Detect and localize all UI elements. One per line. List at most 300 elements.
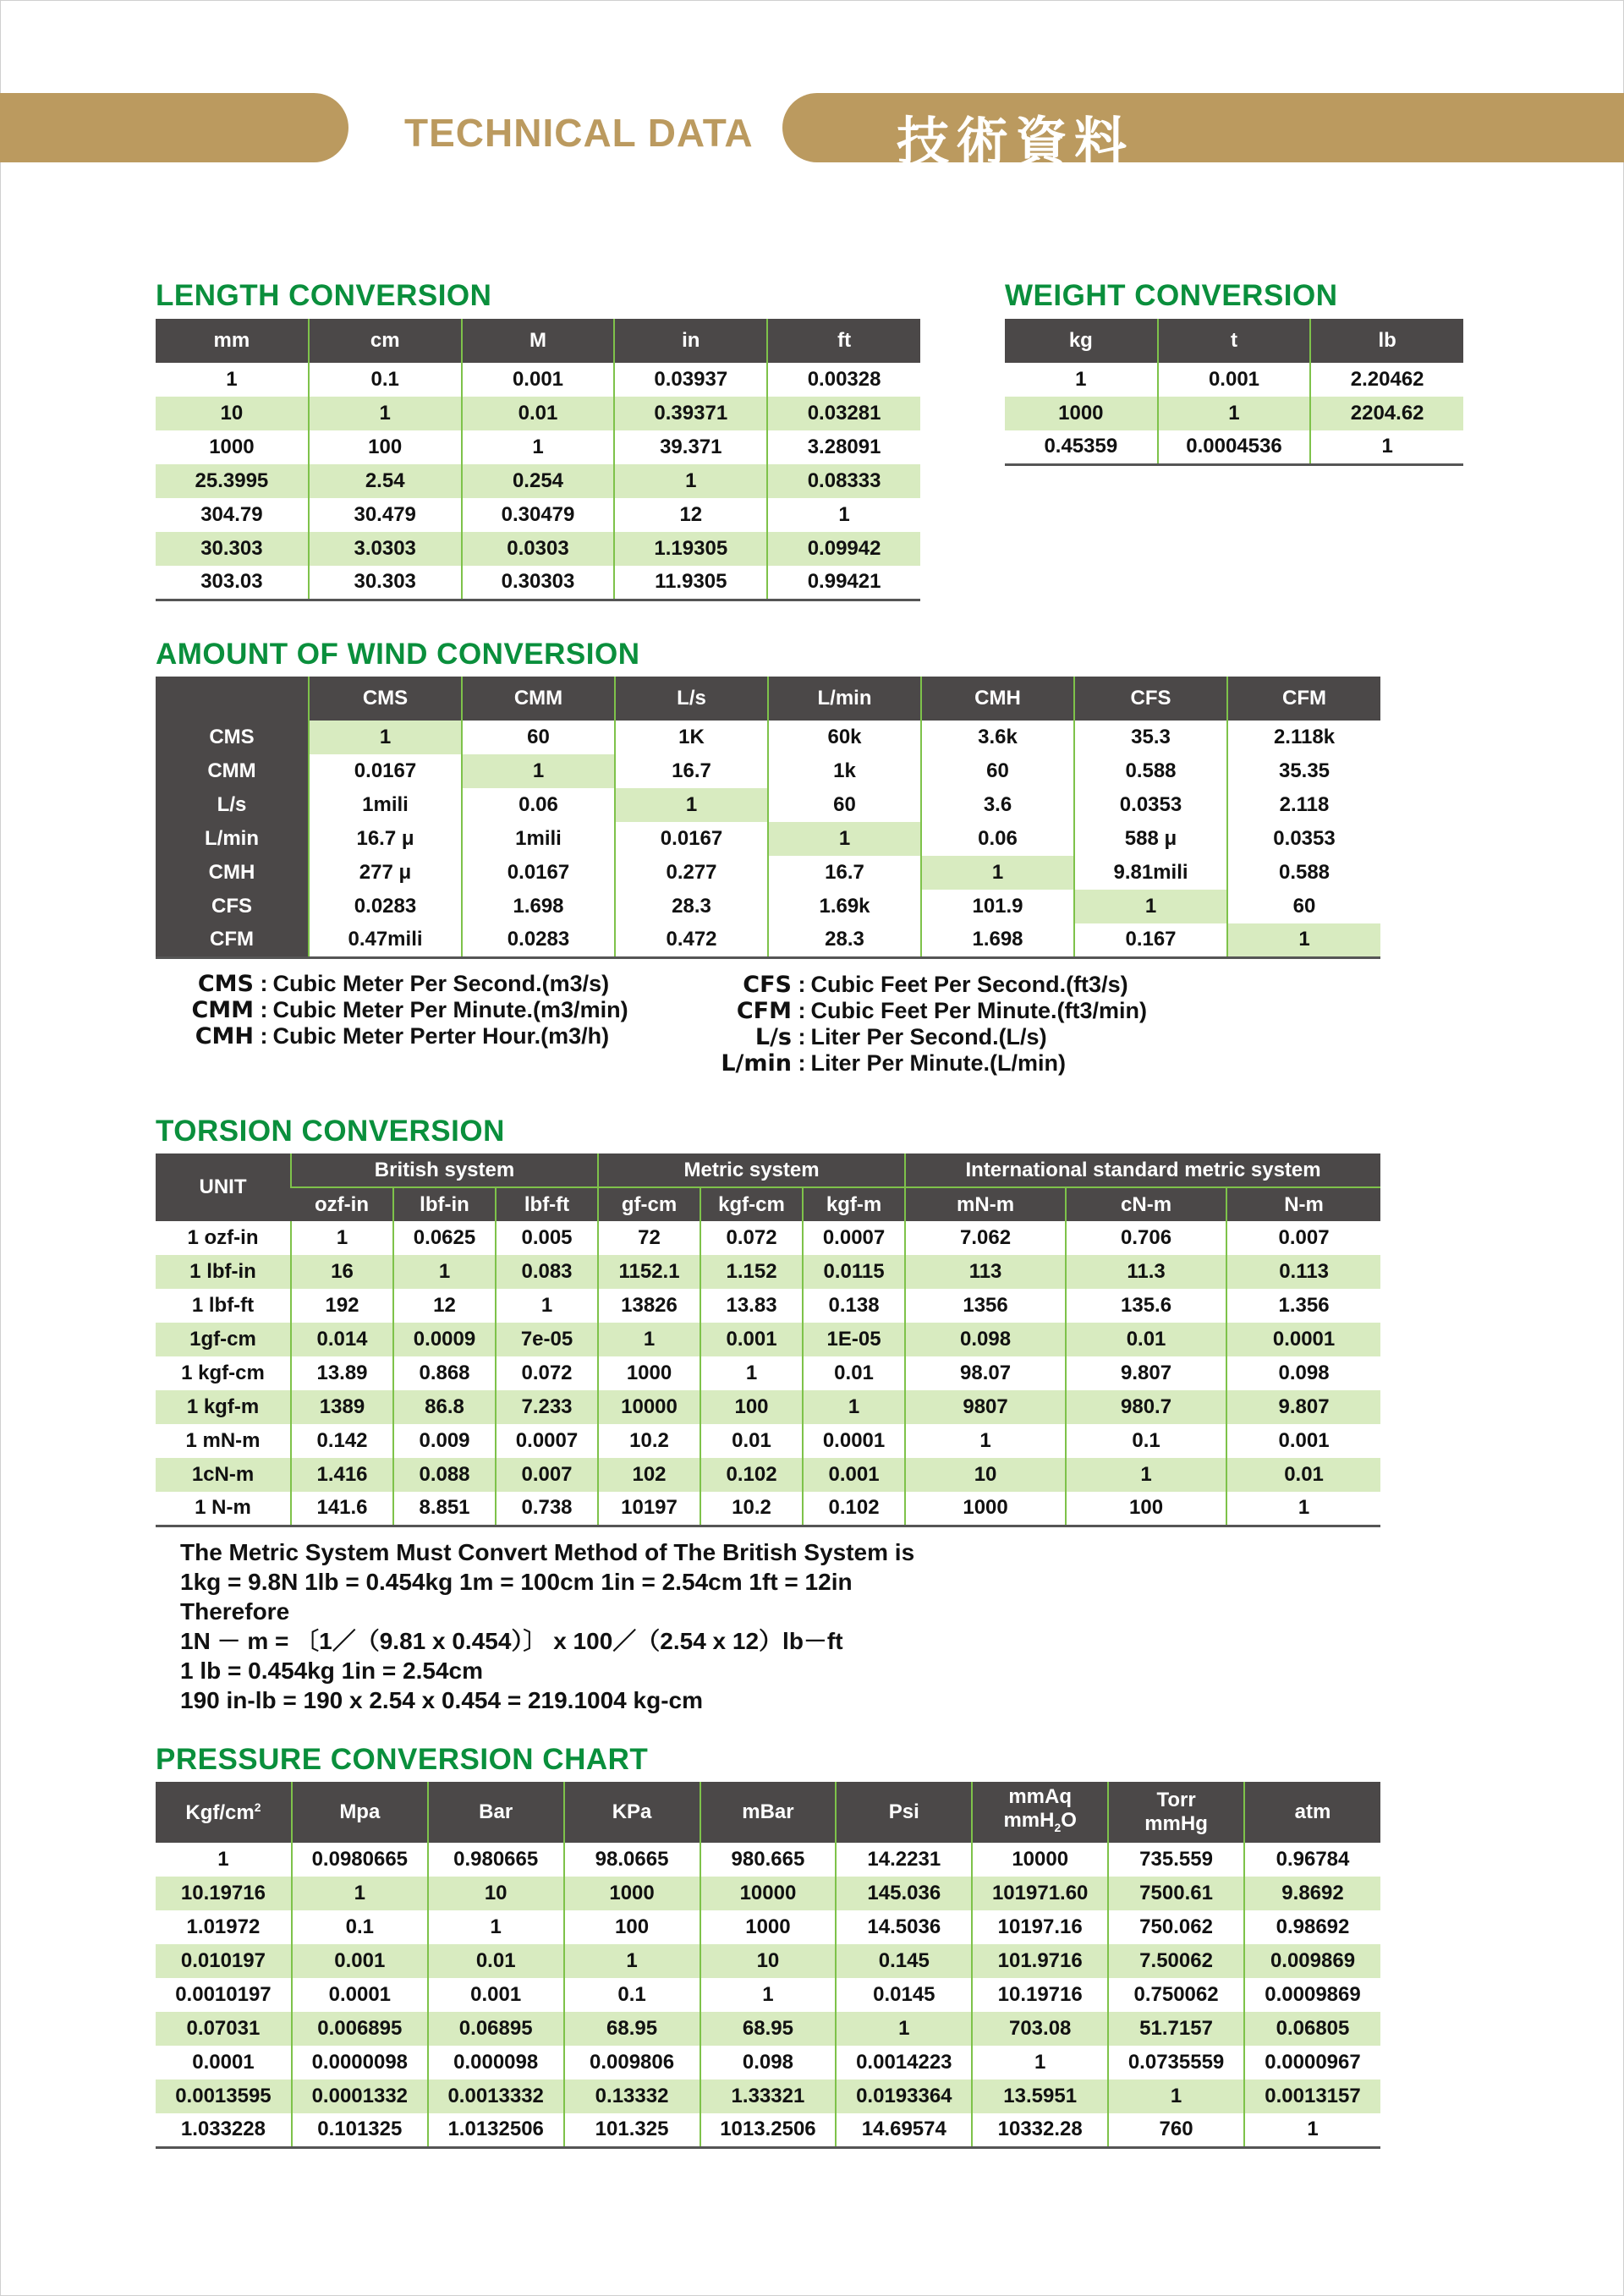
pressure-col-header bbox=[700, 1782, 837, 1843]
table-cell: 1K bbox=[615, 721, 768, 754]
header-label-line2: mmHg bbox=[1144, 1812, 1208, 1835]
table-cell: 0.005 bbox=[496, 1221, 598, 1255]
table-cell: 0.13332 bbox=[564, 2080, 700, 2113]
table-cell: 39.371 bbox=[614, 430, 767, 464]
pressure-table bbox=[156, 1782, 1380, 2149]
table-cell: 0.1 bbox=[564, 1978, 700, 2012]
table-cell: 0.30479 bbox=[462, 498, 615, 532]
table-cell: 1 mN-m bbox=[185, 1429, 261, 1452]
torsion-title: TORSION CONVERSION bbox=[156, 1115, 505, 1148]
table-cell: 68.95 bbox=[700, 2012, 837, 2046]
table-cell: 86.8 bbox=[393, 1390, 496, 1424]
table-cell: 1 bbox=[291, 1221, 393, 1255]
table-cell: 30.479 bbox=[309, 498, 462, 532]
legend-colon: : bbox=[254, 1023, 268, 1049]
table-cell: 7.50062 bbox=[1108, 1944, 1244, 1978]
header-label: Mpa bbox=[339, 1800, 381, 1823]
table-cell: 1389 bbox=[291, 1390, 393, 1424]
legend-text: Liter Per Minute.(L/min) bbox=[810, 1050, 1067, 1076]
table-cell: 0.009 bbox=[393, 1424, 496, 1458]
table-cell: 1k bbox=[768, 754, 921, 788]
table-cell: 0.738 bbox=[496, 1492, 598, 1526]
table-row bbox=[156, 2046, 1380, 2080]
table-cell: 10.2 bbox=[700, 1492, 803, 1526]
row-header-cell: L/min bbox=[156, 822, 309, 856]
table-cell: 0.30303 bbox=[462, 566, 615, 600]
table-cell: 0.001 bbox=[1158, 363, 1311, 397]
table-cell: 9807 bbox=[905, 1390, 1066, 1424]
table-cell: 101.325 bbox=[564, 2113, 700, 2147]
table-cell: 0.102 bbox=[803, 1492, 905, 1526]
table-cell: 0.101325 bbox=[292, 2113, 428, 2147]
table-cell: 1 bbox=[496, 1289, 598, 1323]
table-cell: 12 bbox=[393, 1289, 496, 1323]
table-cell: 1 bbox=[393, 1255, 496, 1289]
table-row bbox=[156, 2080, 1380, 2113]
table-row bbox=[1005, 397, 1463, 430]
table-row bbox=[156, 1221, 1380, 1255]
table-cell: 0.007 bbox=[496, 1458, 598, 1492]
table-cell: 1000 bbox=[209, 436, 255, 458]
torsion-col-header: lbf-in bbox=[393, 1187, 496, 1221]
torsion-group-british: British system bbox=[291, 1153, 598, 1187]
wind-col-header: CFS bbox=[1074, 677, 1227, 721]
table-cell: 304.79 bbox=[200, 503, 263, 526]
table-cell: 1E-05 bbox=[803, 1323, 905, 1356]
legend-item bbox=[710, 1050, 1066, 1077]
table-cell: 0.0001332 bbox=[292, 2080, 428, 2113]
table-cell: 1 bbox=[309, 721, 462, 754]
weight-col-header: lb bbox=[1310, 319, 1463, 363]
legend-text: Cubic Feet Per Minute.(ft3/min) bbox=[810, 998, 1148, 1023]
table-cell: 0.45359 bbox=[1005, 430, 1158, 464]
table-cell: 1mili bbox=[462, 822, 615, 856]
table-cell: 1 kgf-m bbox=[156, 1390, 291, 1424]
table-cell: 588 μ bbox=[1074, 822, 1227, 856]
table-cell: 1 bbox=[462, 430, 615, 464]
table-row bbox=[156, 566, 920, 600]
table-cell: 28.3 bbox=[615, 890, 768, 923]
table-cell: 9.807 bbox=[1066, 1356, 1226, 1390]
table-cell: 2.118 bbox=[1227, 788, 1380, 822]
header-title-en: TECHNICAL DATA bbox=[404, 111, 754, 155]
table-cell: 0.06 bbox=[921, 822, 1074, 856]
table-cell: 100 bbox=[1066, 1492, 1226, 1526]
length-col-header: cm bbox=[309, 319, 462, 363]
table-cell: 1 bbox=[462, 754, 615, 788]
torsion-col-header: ozf-in bbox=[291, 1187, 393, 1221]
table-cell: 0.113 bbox=[1226, 1255, 1380, 1289]
note-line: The Metric System Must Convert Method of The British System is bbox=[180, 1539, 915, 1565]
table-cell: 0.07031 bbox=[156, 2012, 292, 2046]
table-cell: 10.19716 bbox=[156, 1877, 292, 1910]
table-cell: 0.098 bbox=[700, 2046, 837, 2080]
table-row bbox=[156, 2012, 1380, 2046]
table-cell: 0.01 bbox=[1226, 1458, 1380, 1492]
header-title-zh: 技術資料 bbox=[897, 111, 1134, 173]
pressure-col-header bbox=[1244, 1782, 1380, 1843]
table-cell: 101971.60 bbox=[972, 1877, 1108, 1910]
table-row bbox=[156, 1944, 1380, 1978]
table-cell: 0.96784 bbox=[1244, 1843, 1380, 1877]
table-row bbox=[156, 430, 920, 464]
table-cell: 1.19305 bbox=[614, 532, 767, 566]
table-row bbox=[156, 1390, 1380, 1424]
table-cell: 60 bbox=[921, 754, 1074, 788]
table-cell: 0.0007 bbox=[496, 1424, 598, 1458]
table-cell: 0.588 bbox=[1074, 754, 1227, 788]
row-header-cell: CMH bbox=[156, 856, 309, 890]
table-cell: 13826 bbox=[598, 1289, 700, 1323]
table-row bbox=[156, 363, 920, 397]
table-cell: 10.19716 bbox=[972, 1978, 1108, 2012]
table-cell: 7.233 bbox=[496, 1390, 598, 1424]
table-cell: 0.000098 bbox=[428, 2046, 564, 2080]
table-cell: 0.072 bbox=[700, 1221, 803, 1255]
table-cell: 0.00328 bbox=[767, 363, 920, 397]
table-cell: 1 bbox=[615, 788, 768, 822]
table-cell: 0.1 bbox=[292, 1910, 428, 1944]
torsion-col-header: gf-cm bbox=[598, 1187, 700, 1221]
table-cell: 980.7 bbox=[1066, 1390, 1226, 1424]
table-cell: 101.9716 bbox=[972, 1944, 1108, 1978]
table-row bbox=[156, 856, 1380, 890]
torsion-unit-header: UNIT bbox=[156, 1153, 291, 1221]
table-cell: 10 bbox=[905, 1458, 1066, 1492]
table-cell: 0.0001 bbox=[292, 1978, 428, 2012]
table-cell: 0.01 bbox=[803, 1356, 905, 1390]
table-cell: 1 bbox=[428, 1910, 564, 1944]
table-cell: 0.980665 bbox=[428, 1843, 564, 1877]
table-cell: 145.036 bbox=[836, 1877, 972, 1910]
table-row bbox=[156, 1458, 1380, 1492]
pressure-col-header bbox=[428, 1782, 564, 1843]
table-cell: 1 bbox=[700, 1356, 803, 1390]
table-row bbox=[156, 2113, 1380, 2147]
table-cell: 0.09942 bbox=[767, 532, 920, 566]
table-cell: 0.007 bbox=[1226, 1221, 1380, 1255]
table-cell: 0.0013595 bbox=[156, 2080, 292, 2113]
header-sub: 2 bbox=[1054, 1820, 1062, 1834]
torsion-notes bbox=[180, 1537, 914, 1715]
table-cell: 0.39371 bbox=[614, 397, 767, 430]
table-cell: 101.9 bbox=[921, 890, 1074, 923]
table-cell: 14.2231 bbox=[836, 1843, 972, 1877]
header-label: Torr bbox=[1156, 1789, 1196, 1811]
table-cell: 0.006895 bbox=[292, 2012, 428, 2046]
table-row bbox=[156, 923, 1380, 957]
table-cell: 0.0283 bbox=[309, 890, 462, 923]
table-cell: 0.0001 bbox=[803, 1424, 905, 1458]
legend-colon: : bbox=[792, 1050, 806, 1076]
table-cell: 1.0132506 bbox=[428, 2113, 564, 2147]
table-cell: 98.0665 bbox=[564, 1843, 700, 1877]
table-row bbox=[156, 754, 1380, 788]
legend-text: Cubic Meter Perter Hour.(m3/h) bbox=[272, 1023, 610, 1049]
pressure-col-header bbox=[564, 1782, 700, 1843]
table-cell: 30.303 bbox=[156, 532, 309, 566]
length-col-header: mm bbox=[156, 319, 309, 363]
table-cell: 10000 bbox=[598, 1390, 700, 1424]
table-cell: 68.95 bbox=[564, 2012, 700, 2046]
table-cell: 10 bbox=[428, 1877, 564, 1910]
table-cell: 60 bbox=[462, 721, 615, 754]
row-header-cell: CFM bbox=[156, 923, 309, 957]
table-cell: 60k bbox=[768, 721, 921, 754]
table-cell: 0.0193364 bbox=[836, 2080, 972, 2113]
table-cell: 0.0009869 bbox=[1244, 1978, 1380, 2012]
table-cell: 0.0000967 bbox=[1244, 2046, 1380, 2080]
table-cell: 0.868 bbox=[393, 1356, 496, 1390]
table-cell: 2.54 bbox=[309, 464, 462, 498]
table-row bbox=[156, 1424, 1380, 1458]
table-cell: 16.7 bbox=[615, 754, 768, 788]
legend-abbr: CMH bbox=[195, 1023, 254, 1049]
table-cell: 1 bbox=[905, 1424, 1066, 1458]
table-cell: 1 bbox=[564, 1944, 700, 1978]
legend-abbr: CMM bbox=[191, 997, 254, 1023]
wind-col-header: CMM bbox=[462, 677, 615, 721]
table-row bbox=[156, 1843, 1380, 1877]
table-cell: 1 N-m bbox=[156, 1492, 291, 1526]
table-cell: 1 bbox=[972, 2046, 1108, 2080]
table-cell: 0.102 bbox=[700, 1458, 803, 1492]
table-cell: 1 bbox=[598, 1323, 700, 1356]
length-col-header: in bbox=[614, 319, 767, 363]
legend-colon: : bbox=[254, 997, 268, 1022]
table-cell: 0.06805 bbox=[1244, 2012, 1380, 2046]
legend-text: Cubic Meter Per Second.(m3/s) bbox=[272, 971, 610, 996]
pressure-col-header bbox=[972, 1782, 1108, 1843]
table-cell: 28.3 bbox=[768, 923, 921, 957]
table-cell: 10332.28 bbox=[972, 2113, 1108, 2147]
table-cell: 113 bbox=[905, 1255, 1066, 1289]
table-cell: 7.062 bbox=[905, 1221, 1066, 1255]
table-cell: 0.145 bbox=[836, 1944, 972, 1978]
table-cell: 0.588 bbox=[1227, 856, 1380, 890]
legend-abbr: L/s bbox=[754, 1024, 792, 1050]
weight-col-header: kg bbox=[1005, 319, 1158, 363]
table-cell: 0.0735559 bbox=[1108, 2046, 1244, 2080]
table-cell: 1 ozf-in bbox=[187, 1226, 259, 1249]
table-cell: 0.01 bbox=[462, 397, 615, 430]
pressure-col-header bbox=[1108, 1782, 1244, 1843]
table-cell: 11.9305 bbox=[614, 566, 767, 600]
table-cell: 16 bbox=[291, 1255, 393, 1289]
table-row bbox=[156, 788, 1380, 822]
table-cell: 7e-05 bbox=[496, 1323, 598, 1356]
header-label-tail: O bbox=[1061, 1809, 1077, 1833]
table-cell: 1 bbox=[1108, 2080, 1244, 2113]
table-cell: 1 lbf-in bbox=[156, 1255, 291, 1289]
table-row bbox=[156, 1877, 1380, 1910]
table-cell: 30.303 bbox=[309, 566, 462, 600]
table-row bbox=[156, 498, 920, 532]
header-label: Bar bbox=[479, 1800, 513, 1823]
table-cell: 0.0167 bbox=[462, 856, 615, 890]
table-cell: 1 bbox=[803, 1390, 905, 1424]
table-cell: 10000 bbox=[700, 1877, 837, 1910]
table-cell: 1000 bbox=[1005, 397, 1158, 430]
row-header-cell: CFS bbox=[156, 890, 309, 923]
table-cell: 0.0283 bbox=[462, 923, 615, 957]
legend-colon: : bbox=[254, 971, 268, 996]
table-row bbox=[156, 1492, 1380, 1526]
legend-colon: : bbox=[792, 998, 806, 1023]
table-cell: 1 kgf-cm bbox=[181, 1362, 265, 1384]
legend-colon: : bbox=[792, 972, 806, 997]
table-row bbox=[156, 1323, 1380, 1356]
table-cell: 1 bbox=[1227, 923, 1380, 957]
table-cell: 3.0303 bbox=[309, 532, 462, 566]
legend-item bbox=[179, 1023, 609, 1049]
table-cell: 750.062 bbox=[1108, 1910, 1244, 1944]
pressure-title: PRESSURE CONVERSION CHART bbox=[156, 1743, 649, 1776]
table-cell: 0.1 bbox=[1066, 1424, 1226, 1458]
table-cell: 0.08333 bbox=[767, 464, 920, 498]
legend-item bbox=[179, 997, 628, 1023]
table-cell: 1 bbox=[1158, 397, 1311, 430]
table-cell: 100 bbox=[309, 430, 462, 464]
table-cell: 1 bbox=[1244, 2113, 1380, 2147]
table-cell: 0.0001 bbox=[1226, 1323, 1380, 1356]
length-col-header: M bbox=[462, 319, 615, 363]
table-cell: 16.7 μ bbox=[309, 822, 462, 856]
wind-col-header: L/min bbox=[768, 677, 921, 721]
table-cell: 0.1 bbox=[309, 363, 462, 397]
table-cell: 1 lbf-ft bbox=[191, 1294, 255, 1317]
legend-item bbox=[710, 998, 1147, 1024]
note-line: 1 lb = 0.454kg 1in = 2.54cm bbox=[180, 1658, 483, 1684]
header-label: mBar bbox=[742, 1800, 794, 1823]
table-cell: 0.001 bbox=[700, 1323, 803, 1356]
table-cell: 100 bbox=[564, 1910, 700, 1944]
table-row bbox=[1005, 430, 1463, 464]
table-cell: 8.851 bbox=[393, 1492, 496, 1526]
table-cell: 0.0013157 bbox=[1244, 2080, 1380, 2113]
legend-abbr: CMS bbox=[197, 971, 254, 997]
table-cell: 10197 bbox=[598, 1492, 700, 1526]
table-cell: 0.014 bbox=[291, 1323, 393, 1356]
table-cell: 13.89 bbox=[291, 1356, 393, 1390]
legend-colon: : bbox=[792, 1024, 806, 1049]
table-cell: 0.0625 bbox=[393, 1221, 496, 1255]
table-cell: 0.088 bbox=[393, 1458, 496, 1492]
weight-table bbox=[1005, 319, 1463, 466]
table-cell: 1 bbox=[292, 1877, 428, 1910]
row-header-cell: CMS bbox=[156, 721, 309, 754]
length-table bbox=[156, 319, 920, 601]
table-cell: 1mili bbox=[309, 788, 462, 822]
table-cell: 14.5036 bbox=[836, 1910, 972, 1944]
table-cell: 0.06 bbox=[462, 788, 615, 822]
table-cell: 0.072 bbox=[496, 1356, 598, 1390]
table-row bbox=[156, 1978, 1380, 2012]
table-cell: 3.6 bbox=[921, 788, 1074, 822]
legend-item bbox=[710, 1024, 1047, 1050]
torsion-col-header: mN-m bbox=[905, 1187, 1066, 1221]
table-cell: 14.69574 bbox=[836, 2113, 972, 2147]
table-cell: 100 bbox=[700, 1390, 803, 1424]
table-cell: 1 bbox=[614, 464, 767, 498]
table-cell: 11.3 bbox=[1066, 1255, 1226, 1289]
torsion-col-header: cN-m bbox=[1066, 1187, 1226, 1221]
table-cell: 0.01 bbox=[700, 1424, 803, 1458]
table-cell: 2204.62 bbox=[1310, 397, 1463, 430]
table-row bbox=[156, 1289, 1380, 1323]
torsion-group-metric: Metric system bbox=[598, 1153, 905, 1187]
table-cell: 0.472 bbox=[615, 923, 768, 957]
table-cell: 0.0009 bbox=[393, 1323, 496, 1356]
table-cell: 9.8692 bbox=[1244, 1877, 1380, 1910]
table-cell: 1.152 bbox=[700, 1255, 803, 1289]
table-cell: 703.08 bbox=[972, 2012, 1108, 2046]
table-cell: 2.118k bbox=[1227, 721, 1380, 754]
table-cell: 0.001 bbox=[803, 1458, 905, 1492]
table-row bbox=[156, 1255, 1380, 1289]
table-cell: 1 bbox=[700, 1978, 837, 2012]
legend-text: Liter Per Second.(L/s) bbox=[810, 1024, 1047, 1049]
table-cell: 0.01 bbox=[1066, 1323, 1226, 1356]
table-row bbox=[156, 397, 920, 430]
header-label: KPa bbox=[612, 1800, 652, 1823]
table-cell: 1013.2506 bbox=[700, 2113, 837, 2147]
table-cell: 35.3 bbox=[1074, 721, 1227, 754]
wind-col-header bbox=[156, 677, 309, 721]
table-cell: 303.03 bbox=[156, 566, 309, 600]
table-cell: 0.0014223 bbox=[836, 2046, 972, 2080]
table-cell: 1gf-cm bbox=[156, 1323, 291, 1356]
table-cell: 102 bbox=[598, 1458, 700, 1492]
table-cell: 3.6k bbox=[921, 721, 1074, 754]
length-title: LENGTH CONVERSION bbox=[156, 279, 492, 312]
table-cell: 12 bbox=[614, 498, 767, 532]
table-cell: 0.0167 bbox=[309, 754, 462, 788]
table-cell: 0.083 bbox=[496, 1255, 598, 1289]
table-cell: 0.0013332 bbox=[428, 2080, 564, 2113]
table-cell: 16.7 bbox=[768, 856, 921, 890]
table-cell: 1 bbox=[921, 856, 1074, 890]
table-cell: 60 bbox=[768, 788, 921, 822]
table-cell: 1 bbox=[309, 397, 462, 430]
torsion-col-header: kgf-cm bbox=[700, 1187, 803, 1221]
table-cell: 51.7157 bbox=[1108, 2012, 1244, 2046]
table-cell: 1000 bbox=[564, 1877, 700, 1910]
table-cell: 1 bbox=[836, 2012, 972, 2046]
table-cell: 0.254 bbox=[462, 464, 615, 498]
table-cell: 10197.16 bbox=[972, 1910, 1108, 1944]
table-row bbox=[156, 721, 1380, 754]
table-cell: 0.06895 bbox=[428, 2012, 564, 2046]
table-cell: 60 bbox=[1227, 890, 1380, 923]
legend-text: Cubic Meter Per Minute.(m3/min) bbox=[272, 997, 628, 1022]
table-cell: 9.81mili bbox=[1074, 856, 1227, 890]
table-cell: 0.009806 bbox=[564, 2046, 700, 2080]
table-cell: 0.277 bbox=[615, 856, 768, 890]
header-label-line2: mmH bbox=[1003, 1809, 1055, 1833]
table-cell: 1 bbox=[1075, 368, 1087, 391]
table-cell: 0.0353 bbox=[1227, 822, 1380, 856]
wind-col-header: CFM bbox=[1227, 677, 1380, 721]
torsion-col-header: N-m bbox=[1226, 1187, 1380, 1221]
table-cell: 0.706 bbox=[1066, 1221, 1226, 1255]
table-cell: 0.0004536 bbox=[1158, 430, 1311, 464]
table-cell: 980.665 bbox=[700, 1843, 837, 1877]
table-cell: 1 bbox=[226, 368, 238, 391]
note-line: 1N － m = 〔1／（9.81 x 0.454）〕 x 100／（2.54 x 12）lb－ft bbox=[180, 1628, 843, 1654]
header-sup: 2 bbox=[254, 1800, 261, 1814]
table-cell: 98.07 bbox=[905, 1356, 1066, 1390]
